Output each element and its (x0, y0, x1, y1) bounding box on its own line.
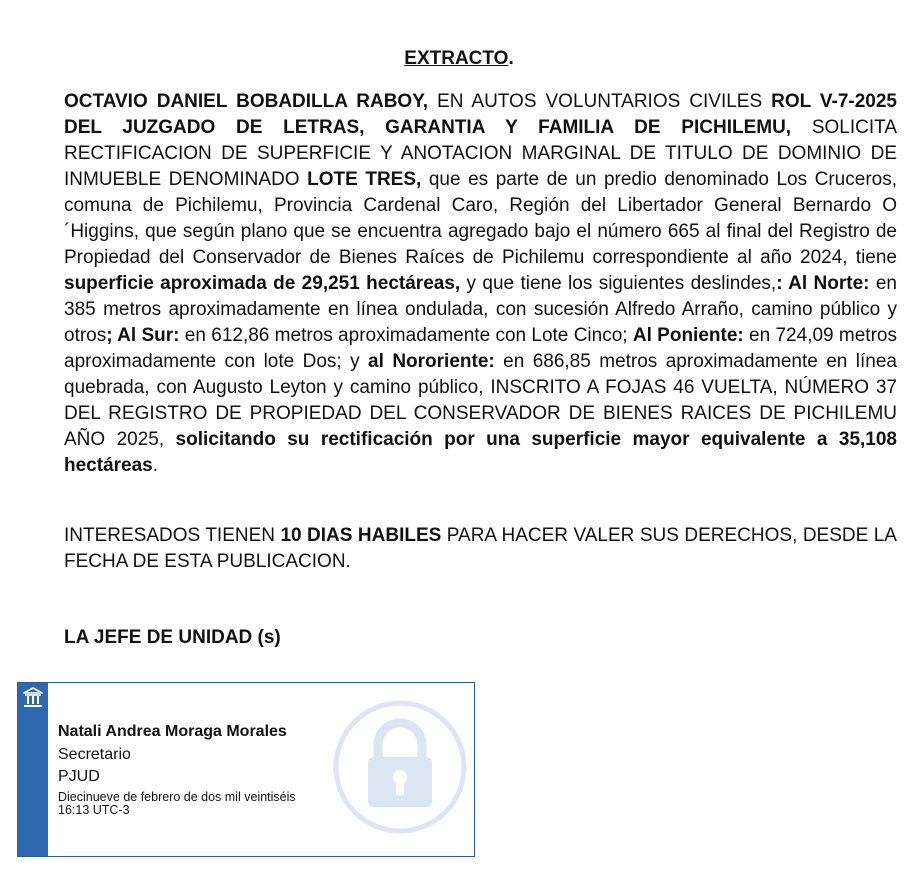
signature-timestamp (58, 791, 296, 817)
signature-date: Diecinueve de febrero de dos mil veintiséis (58, 790, 296, 804)
surface-approx: superficie aproximada de 29,251 hectáreas, (64, 273, 461, 294)
text-segment: en 686,85 metros aproximadamente en línea quebrada, con Augusto Leyton y camino público, INSCRITO A FOJAS 46 VUELTA, NÚMERO 37 DEL REGISTRO DE PROPIEDAD DEL CONSERVADOR DE BIENES RAICES DE PICHILEMU AÑO 2025, (64, 351, 897, 450)
text-segment: en 612,86 metros aproximadamente con Lote Cinco; (179, 325, 633, 346)
text-segment: . (152, 455, 159, 476)
title-text: EXTRACTO (404, 48, 509, 69)
lock-icon (330, 697, 470, 837)
text-segment: INTERESADOS TIENEN (64, 525, 281, 546)
document-title (0, 48, 918, 70)
signer-name: Natali Andrea Moraga Morales (58, 723, 287, 740)
text-segment: y que tiene los siguientes deslindes, (460, 273, 777, 294)
text-segment: que es parte de un predio denominado Los Cruceros, comuna de Pichilemu, Provincia Cardenal Caro, Región del Libertador General Bernardo O´Higgins, que según plano que se encuentra agregado bajo el número 665 al final del Registro de Propiedad del Conservador de Bienes Raíces de Pichilemu correspondiente al año 2024, tiene (64, 169, 897, 268)
title-period: . (508, 48, 514, 69)
notice-paragraph (64, 523, 897, 575)
text-segment: en 724,09 metros aproximadamente con lote Dos; y (64, 325, 897, 372)
rectification-request: solicitando su rectificación por una superficie mayor equivalente a 35,108 hectáreas (64, 429, 897, 476)
boundary-south-label: ; Al Sur: (106, 325, 180, 346)
text-segment: PARA HACER VALER SUS DERECHOS, DESDE LA FECHA DE ESTA PUBLICACION. (64, 525, 897, 572)
signer-organization: PJUD (58, 768, 100, 785)
case-role: ROL V-7-2025 DEL JUZGADO DE LETRAS, GARANTIA Y FAMILIA DE PICHILEMU, (64, 91, 897, 138)
deadline: 10 DIAS HABILES (280, 525, 442, 546)
applicant-name: OCTAVIO DANIEL BOBADILLA RABOY, (64, 91, 429, 112)
electronic-signature-box (17, 682, 475, 857)
text-segment: SOLICITA RECTIFICACION DE SUPERFICIE Y ANOTACION MARGINAL DE TITULO DE DOMINIO DE INMUEBLE DENOMINADO (64, 117, 897, 190)
boundary-north-label: : Al Norte: (776, 273, 870, 294)
signature-accent-strip (18, 683, 48, 856)
text-segment: en 385 metros aproximadamente en línea ondulada, con sucesión Alfredo Arraño, camino público y otros (64, 273, 898, 346)
signer-role: Secretario (58, 746, 131, 763)
boundary-west-label: Al Poniente: (632, 325, 744, 346)
lot-name: LOTE TRES, (307, 169, 422, 190)
text-segment: EN AUTOS VOLUNTARIOS CIVILES (428, 91, 772, 112)
signature-time: 16:13 UTC-3 (58, 803, 130, 817)
bank-icon (23, 687, 43, 709)
extract-paragraph (64, 89, 897, 479)
boundary-northeast-label: al Nororiente: (368, 351, 495, 372)
signatory-title: LA JEFE DE UNIDAD (s) (64, 627, 281, 648)
